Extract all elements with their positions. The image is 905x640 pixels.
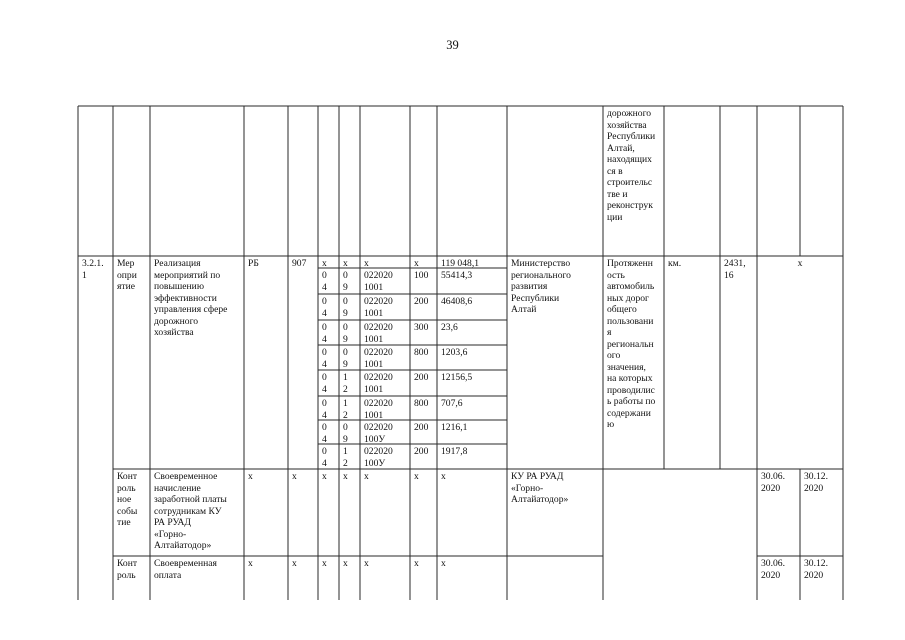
text-line: 1001 <box>364 409 384 421</box>
event1-x: х <box>292 471 297 482</box>
rz-cell <box>318 346 339 370</box>
text-line: Алтай <box>511 304 537 315</box>
text-line: на которых <box>607 373 653 384</box>
text-line: проводилис <box>607 384 655 396</box>
event1-x: х <box>414 471 419 482</box>
event1-x: х <box>364 471 369 482</box>
text-line: находящих <box>607 154 652 165</box>
page-number: 39 <box>446 38 459 52</box>
text-line: 0 <box>343 322 348 333</box>
text-line: 2 <box>343 457 348 469</box>
indicator-continuation <box>603 107 664 223</box>
text-line: 1001 <box>364 281 384 293</box>
text-line: 022020 <box>364 422 393 433</box>
csr-cell <box>360 397 410 421</box>
text-line: 9 <box>343 281 348 293</box>
vr-cell: 200 <box>414 296 429 307</box>
text-line: 0 <box>343 347 348 358</box>
measure-indicator <box>603 257 664 431</box>
event1-executor <box>507 470 603 506</box>
event1-x: х <box>441 471 446 482</box>
text-line: Алтай, <box>607 142 635 154</box>
text-line: РА РУАД <box>154 517 191 528</box>
text-line: Республики <box>607 131 656 142</box>
text-line: сотрудникам КУ <box>154 505 222 517</box>
text-line: 1 <box>82 269 87 281</box>
amount-cell: 1917,8 <box>441 446 468 457</box>
text-line: я <box>607 327 612 338</box>
text-line: роль <box>117 569 136 581</box>
vr-cell: 200 <box>414 446 429 457</box>
text-line: 0 <box>322 398 327 409</box>
text-line: 022020 <box>364 296 393 307</box>
event2-start-date <box>757 557 800 581</box>
rz-cell <box>318 371 339 395</box>
csr-cell <box>360 269 410 293</box>
amount-cell: 23,6 <box>441 322 458 333</box>
text-line: опри <box>117 269 137 281</box>
text-line: Конт <box>117 558 138 569</box>
text-line: 1001 <box>364 358 384 370</box>
amount-cell: 12156,5 <box>441 372 473 383</box>
text-line: 2020 <box>761 569 781 581</box>
amount-cell: 55414,3 <box>441 270 473 281</box>
csr-cell <box>360 445 410 469</box>
csr-cell: х <box>364 258 369 269</box>
text-line: Протяженн <box>607 258 653 269</box>
text-line: тие <box>117 517 131 528</box>
text-line: 4 <box>322 307 327 319</box>
text-line: 022020 <box>364 446 393 457</box>
event2-x: х <box>292 558 297 569</box>
text-line: автомобиль <box>607 281 655 292</box>
rz-cell <box>318 445 339 469</box>
rz-cell <box>318 397 339 421</box>
amount-cell: 1216,1 <box>441 422 468 433</box>
event2-end-date <box>800 557 843 581</box>
measure-value <box>720 257 757 281</box>
text-line: 100У <box>364 433 386 445</box>
text-line: ю <box>607 419 615 430</box>
text-line: 4 <box>322 433 327 445</box>
text-line: 0 <box>343 270 348 281</box>
text-line: 30.06. <box>761 558 785 569</box>
vr-cell: 200 <box>414 422 429 433</box>
text-line: 0 <box>322 322 327 333</box>
text-line: «Горно- <box>154 528 187 540</box>
pr-cell <box>339 269 360 293</box>
event2-x: х <box>364 558 369 569</box>
text-line: 1 <box>343 446 348 457</box>
text-line: 2020 <box>804 482 824 494</box>
text-line: общего <box>607 304 637 315</box>
text-line: 4 <box>322 358 327 370</box>
text-line: ь работы по <box>607 396 656 407</box>
event1-x: х <box>343 471 348 482</box>
text-line: Конт <box>117 471 138 482</box>
pr-cell <box>339 346 360 370</box>
amount-cell: 1203,6 <box>441 347 468 358</box>
text-line: 1001 <box>364 333 384 345</box>
text-line: 2020 <box>804 569 824 581</box>
text-line: ся в <box>607 165 623 177</box>
text-line: мероприятий по <box>154 269 221 281</box>
text-line: 0 <box>322 446 327 457</box>
text-line: 3.2.1. <box>82 258 104 269</box>
csr-cell <box>360 295 410 319</box>
csr-cell <box>360 371 410 395</box>
measure-number <box>78 257 113 281</box>
text-line: 4 <box>322 281 327 293</box>
text-line: повышению <box>154 281 204 292</box>
text-line: 30.12. <box>804 558 828 569</box>
csr-cell <box>360 421 410 445</box>
text-line: 2020 <box>761 482 781 494</box>
text-line: 0 <box>343 422 348 433</box>
text-line: 0 <box>322 296 327 307</box>
text-line: начисление <box>154 482 201 494</box>
rz-cell <box>318 421 339 445</box>
text-line: «Горно- <box>511 482 544 494</box>
event2-x: х <box>414 558 419 569</box>
rz-cell <box>318 269 339 293</box>
pr-cell <box>339 397 360 421</box>
text-line: оплата <box>154 569 182 581</box>
text-line: 022020 <box>364 270 393 281</box>
text-line: 2 <box>343 409 348 421</box>
text-line: собы <box>117 505 138 517</box>
text-line: 9 <box>343 358 348 370</box>
event1-name <box>150 470 244 552</box>
text-line: ции <box>607 211 623 223</box>
text-line: 4 <box>322 333 327 345</box>
vr-cell: 800 <box>414 347 429 358</box>
measure-executor <box>507 257 603 316</box>
text-line: 4 <box>322 383 327 395</box>
pr-cell <box>339 421 360 445</box>
text-line: 9 <box>343 333 348 345</box>
text-line: 0 <box>322 347 327 358</box>
text-line: реконструк <box>607 200 653 211</box>
csr-cell <box>360 346 410 370</box>
event2-x: х <box>322 558 327 569</box>
text-line: Алтайатодор» <box>511 494 569 505</box>
pr-cell: х <box>343 258 348 269</box>
text-line: 022020 <box>364 398 393 409</box>
event1-end-date <box>800 470 843 494</box>
text-line: 4 <box>322 409 327 421</box>
text-line: региональн <box>607 338 654 350</box>
event2-x: х <box>248 558 253 569</box>
text-line: Республики <box>511 292 560 304</box>
vr-cell: 300 <box>414 322 429 333</box>
measure-unit: км. <box>668 258 682 269</box>
rz-cell <box>318 295 339 319</box>
vr-cell: 100 <box>414 270 429 281</box>
event1-x: х <box>322 471 327 482</box>
text-line: 30.12. <box>804 471 828 482</box>
measure-type <box>113 257 150 293</box>
text-line: тве и <box>607 188 628 200</box>
amount-cell: 46408,6 <box>441 296 473 307</box>
text-line: 0 <box>322 270 327 281</box>
vr-cell: 200 <box>414 372 429 383</box>
event1-start-date <box>757 470 800 494</box>
funding-source: РБ <box>248 258 259 269</box>
text-line: Реализация <box>154 258 201 269</box>
text-line: Своевременная <box>154 558 217 569</box>
text-line: 1 <box>343 398 348 409</box>
text-line: 0 <box>322 372 327 383</box>
text-line: 16 <box>724 269 734 281</box>
text-line: 0 <box>322 422 327 433</box>
event1-x: х <box>248 471 253 482</box>
vr-cell: х <box>414 258 419 269</box>
text-line: значения, <box>607 361 646 373</box>
pr-cell <box>339 321 360 345</box>
vr-cell: 800 <box>414 398 429 409</box>
event2-name <box>150 557 244 581</box>
event1-type <box>113 470 150 529</box>
text-line: 1 <box>343 372 348 383</box>
text-line: 30.06. <box>761 471 785 482</box>
amount-cell: 707,6 <box>441 398 463 409</box>
measure-dates: х <box>797 258 803 269</box>
event2-x: х <box>343 558 348 569</box>
text-line: пользовани <box>607 315 654 327</box>
event2-x: х <box>441 558 446 569</box>
pr-cell <box>339 445 360 469</box>
pr-cell <box>339 295 360 319</box>
text-line: содержани <box>607 407 651 419</box>
text-line: роль <box>117 482 136 494</box>
text-line: 2431, <box>724 258 746 269</box>
text-line: 1001 <box>364 383 384 395</box>
csr-cell <box>360 321 410 345</box>
text-line: 022020 <box>364 372 393 383</box>
text-line: дорожного <box>154 315 199 327</box>
rz-cell <box>318 321 339 345</box>
text-line: ятие <box>117 281 135 292</box>
text-line: ных дорог <box>607 292 649 304</box>
text-line: ого <box>607 350 621 361</box>
rz-cell: х <box>322 258 327 269</box>
text-line: 1001 <box>364 307 384 319</box>
text-line: КУ РА РУАД <box>511 471 564 482</box>
text-line: развития <box>511 281 548 292</box>
text-line: 022020 <box>364 322 393 333</box>
grbs-code: 907 <box>292 258 307 269</box>
text-line: 4 <box>322 457 327 469</box>
pr-cell <box>339 371 360 395</box>
text-line: управления сфере <box>154 304 228 315</box>
text-line: Своевременное <box>154 471 218 482</box>
text-line: Мер <box>117 258 135 269</box>
text-line: строительс <box>607 177 653 188</box>
text-line: дорожного <box>607 108 652 119</box>
text-line: хозяйства <box>154 327 194 338</box>
text-line: эффективности <box>154 292 217 304</box>
text-line: 0 <box>343 296 348 307</box>
text-line: 2 <box>343 383 348 395</box>
text-line: хозяйства <box>607 119 647 131</box>
measure-name <box>150 257 244 339</box>
text-line: 022020 <box>364 347 393 358</box>
text-line: регионального <box>511 269 571 281</box>
text-line: 9 <box>343 307 348 319</box>
text-line: ость <box>607 269 625 281</box>
text-line: Министерство <box>511 258 571 269</box>
text-line: 9 <box>343 433 348 445</box>
text-line: заработной платы <box>154 494 227 505</box>
amount-cell: 119 048,1 <box>441 258 480 269</box>
text-line: ное <box>117 494 132 505</box>
event2-type <box>113 557 150 581</box>
text-line: Алтайатодор» <box>154 540 212 551</box>
text-line: 100У <box>364 457 386 469</box>
